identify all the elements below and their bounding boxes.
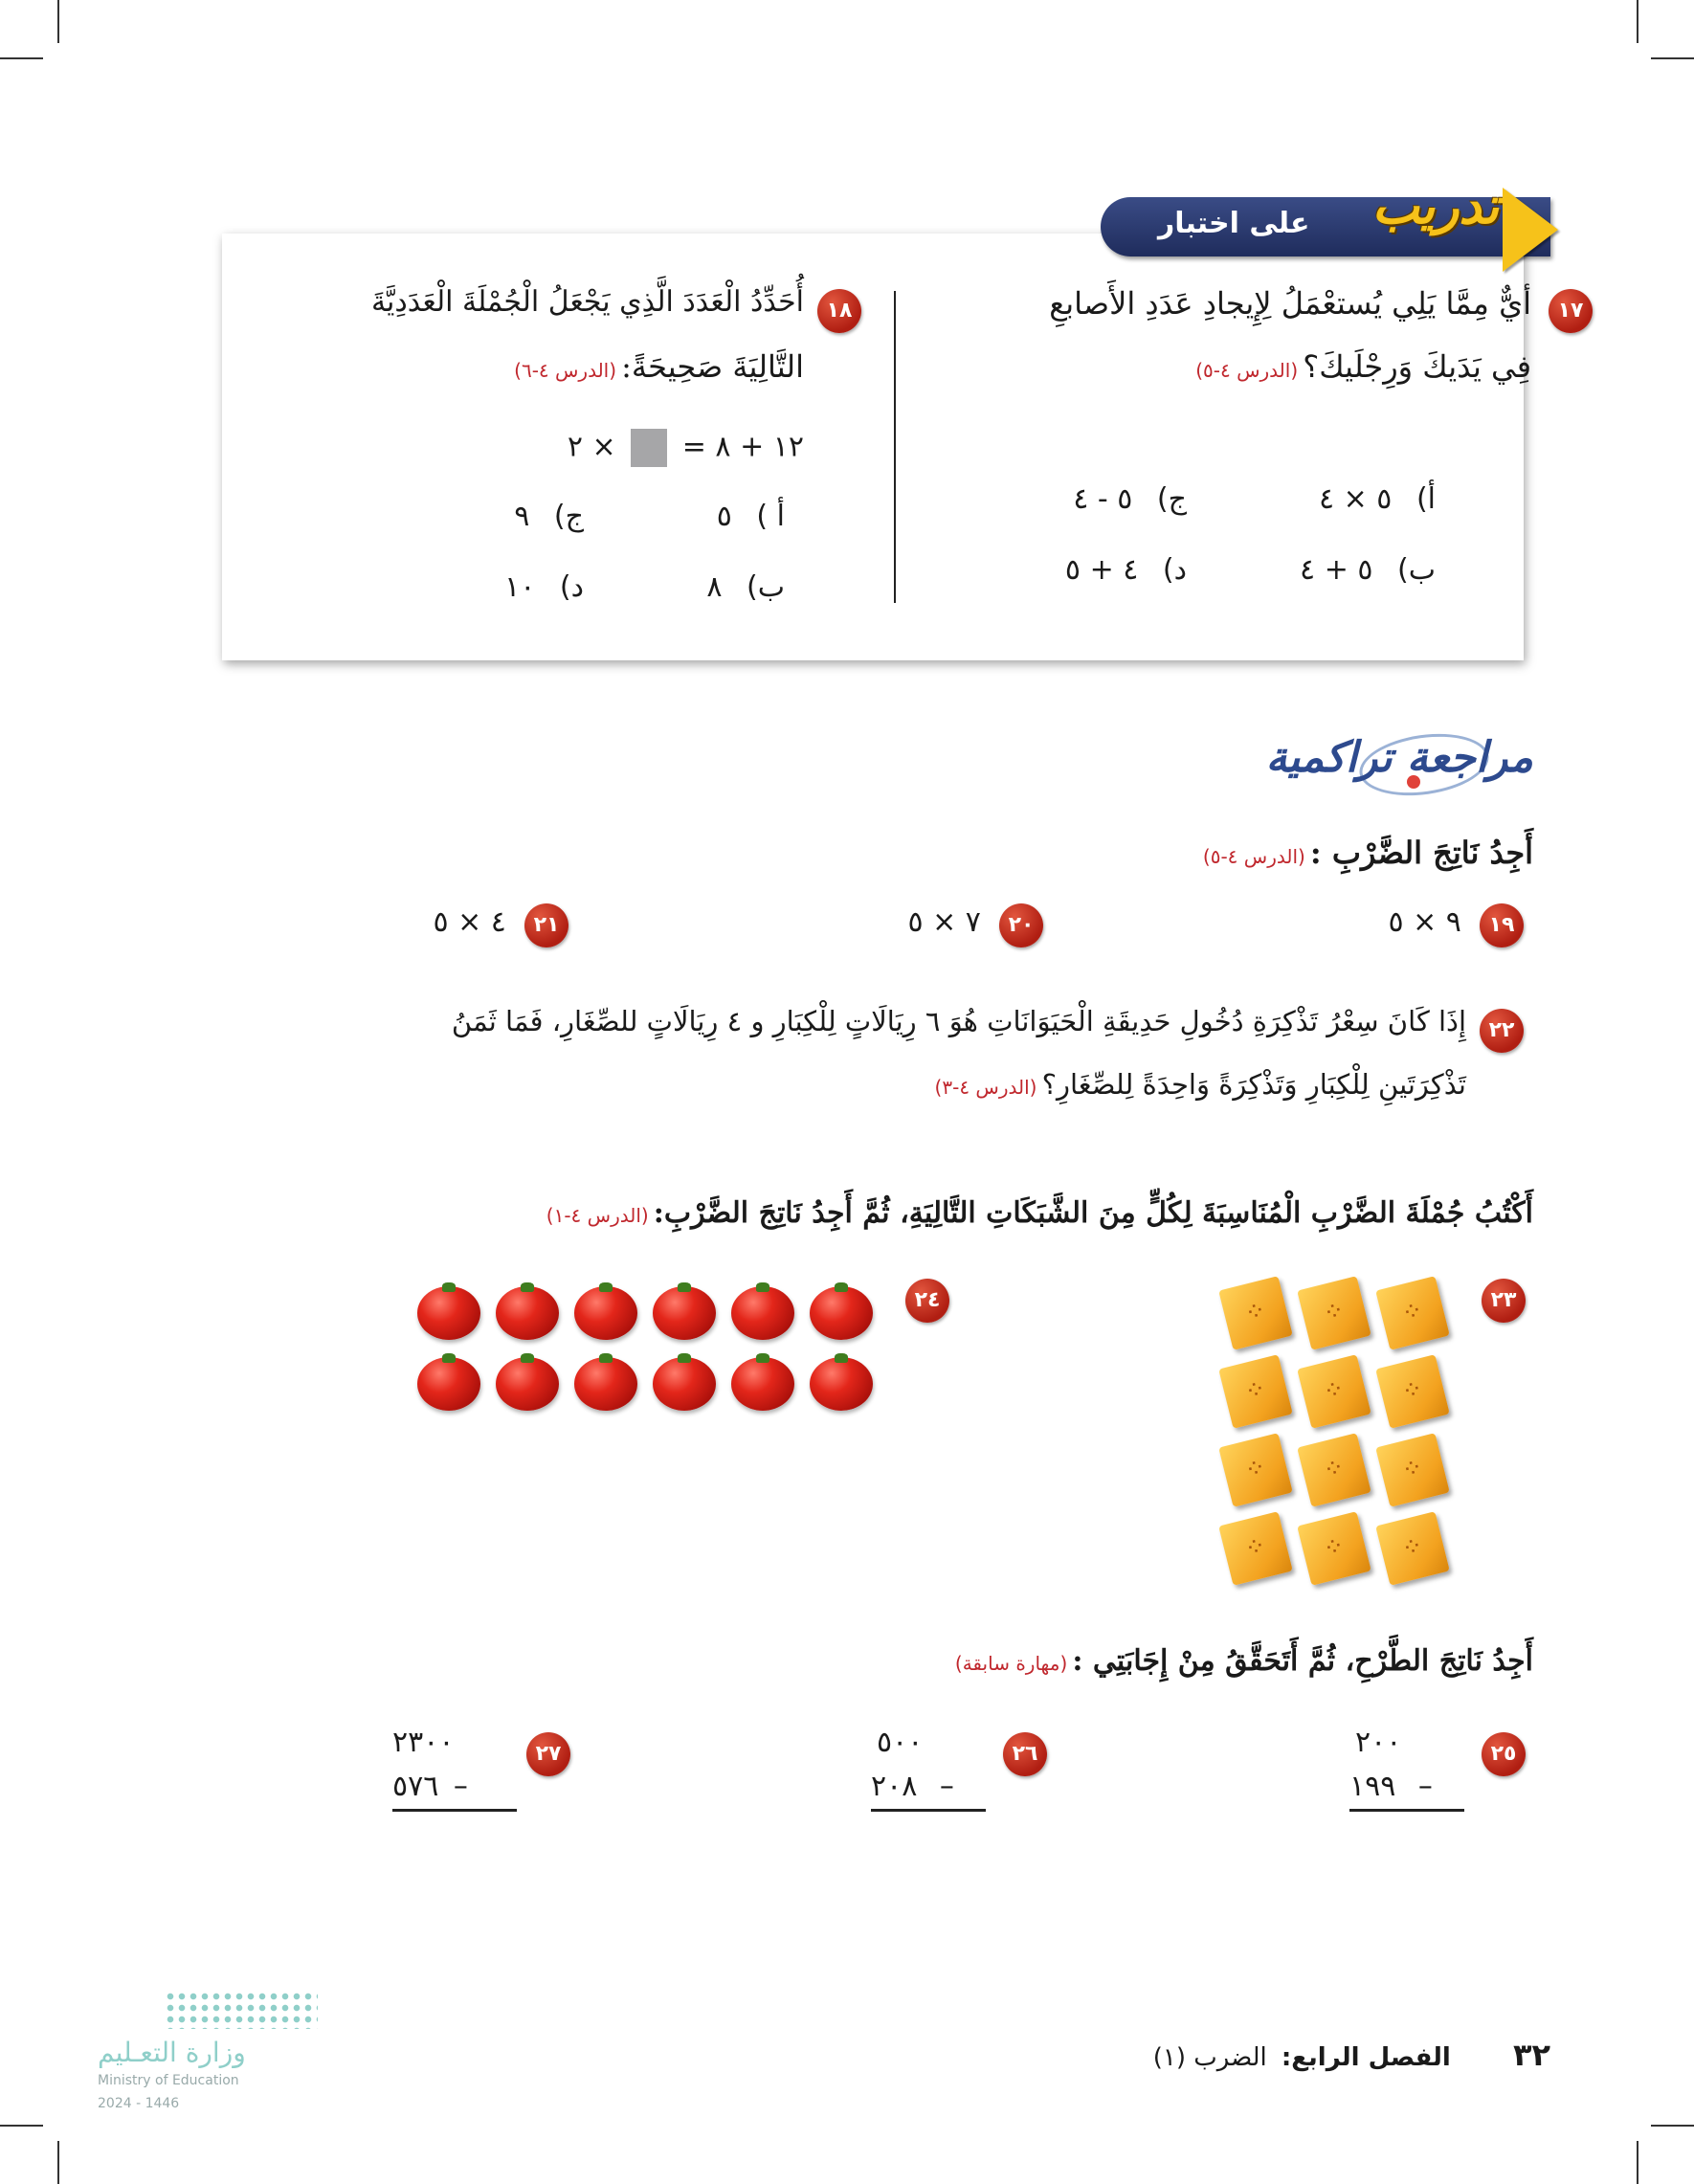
question-text: إِذَا كَانَ سِعْرُ تَذْكِرَةِ دُخُولِ حَدِيقَةِ الْحَيَوَانَاتِ هُوَ ٦ رِيَالَاتٍ لِلْكِبَارِ و ٤ رِيَالَاتٍ للصِّغَارِ، فَمَا ثَمَنُ <box>451 1005 1466 1037</box>
option-value: ٥ <box>716 500 732 533</box>
cracker-icon <box>1297 1511 1371 1586</box>
option-letter: ب) <box>1397 553 1436 587</box>
equation <box>568 429 804 467</box>
lesson-reference: (الدرس ٤-٣) <box>934 1076 1037 1099</box>
question-number-badge: ٢٤ <box>905 1279 949 1323</box>
cracker-icon <box>1218 1511 1293 1586</box>
question-text: أيٌّ مِمَّا يَلِي يُستعْمَلُ لِإِيجادِ عَدَدِ الأَصابعِ <box>1049 285 1531 322</box>
tomato-array <box>417 1279 886 1422</box>
tomato-icon <box>496 1357 559 1411</box>
minuend: ٥٠٠ <box>877 1726 924 1759</box>
minus-sign: – <box>939 1770 954 1803</box>
cracker-icon <box>1297 1276 1371 1350</box>
find-product-instruction <box>1203 835 1533 871</box>
subtrahend: ٥٧٦ <box>392 1770 439 1803</box>
subtraction-instruction <box>955 1644 1533 1678</box>
missing-value-box[interactable] <box>631 429 667 467</box>
option-letter: أ ) <box>756 500 785 533</box>
cracker-icon <box>1297 1354 1371 1429</box>
subtraction-problem <box>871 1721 986 1812</box>
cracker-array <box>1215 1273 1464 1589</box>
question-number-badge: ٢٣ <box>1482 1279 1526 1323</box>
ministry-name-ar: وزارة التعـليم <box>98 2037 246 2068</box>
cracker-icon <box>1297 1433 1371 1507</box>
option-letter: ب) <box>747 570 785 604</box>
option-letter: ج) <box>1156 482 1187 516</box>
banner-label: على اختبار <box>1158 207 1310 240</box>
tomato-icon <box>653 1357 716 1411</box>
question-22 <box>212 1005 1533 1122</box>
cracker-icon <box>1375 1433 1450 1507</box>
cracker-icon <box>1218 1354 1293 1429</box>
product-item <box>1388 903 1524 947</box>
option-letter: أ) <box>1415 482 1436 516</box>
crop-mark <box>0 57 43 59</box>
crop-mark <box>1651 57 1694 59</box>
tomato-icon <box>653 1286 716 1340</box>
option-value: ٨ <box>706 570 723 604</box>
crop-mark <box>57 0 59 43</box>
cracker-icon <box>1218 1276 1293 1350</box>
answer-option[interactable] <box>1073 482 1187 516</box>
option-value: ٥ + ٤ <box>1300 553 1373 587</box>
question-number-badge: ١٩ <box>1480 903 1524 947</box>
tomato-icon <box>731 1357 794 1411</box>
option-value: ٩ <box>514 500 530 533</box>
crop-mark <box>57 2141 59 2184</box>
lesson-reference: (الدرس ٤-١) <box>546 1204 649 1227</box>
cracker-icon <box>1218 1433 1293 1507</box>
option-value: ١٠ <box>504 570 536 604</box>
edition-year: 2024 - 1446 <box>98 2096 180 2111</box>
crop-mark <box>1637 2141 1638 2184</box>
question-number-badge: ٢٠ <box>999 903 1043 947</box>
option-letter: د) <box>559 570 584 604</box>
ministry-name-en: Ministry of Education <box>98 2073 239 2088</box>
option-letter: د) <box>1162 553 1187 587</box>
tomato-icon <box>417 1286 480 1340</box>
lesson-reference: (الدرس ٤-٥) <box>1202 845 1305 868</box>
crop-mark <box>0 2125 43 2127</box>
answer-option[interactable] <box>1300 553 1436 587</box>
tomato-icon <box>810 1286 873 1340</box>
cracker-icon <box>1375 1354 1450 1429</box>
review-title: مراجعة تراكمية <box>1265 733 1533 782</box>
equation-left: ١٢ + ٨ = <box>681 430 804 464</box>
product-item <box>907 903 1043 947</box>
chapter-label: الفصل الرابع: <box>1281 2043 1451 2072</box>
answer-option[interactable] <box>1065 553 1187 587</box>
chapter-topic: الضرب (١) <box>1152 2043 1267 2072</box>
instruction-text: أَكْتُبُ جُمْلَةَ الضَّرْبِ الْمُنَاسِبَةَ لِكُلٍّ مِنَ الشَّبَكَاتِ التَّالِيَةِ، ثُمَّ أَجِدُ نَاتِجَ الضَّرْبِ: <box>653 1196 1533 1230</box>
cracker-icon <box>1375 1511 1450 1586</box>
answer-option[interactable] <box>706 570 785 604</box>
product-expression: ٤ × ٥ <box>433 905 506 939</box>
arrays-instruction <box>546 1196 1533 1230</box>
option-letter: ج) <box>553 500 584 533</box>
question-text: تَذْكِرَتَينِ لِلْكِبَارِ وَتَذْكِرَةً وَاحِدَةً لِلصِّغَارِ؟ <box>1041 1068 1466 1101</box>
page-footer <box>1153 2037 1550 2073</box>
banner-arrow-icon <box>1503 188 1558 272</box>
tomato-icon <box>496 1286 559 1340</box>
product-item <box>433 903 568 947</box>
question-17 <box>919 285 1584 406</box>
column-divider <box>894 291 896 603</box>
minus-sign: – <box>1417 1770 1433 1803</box>
subtrahend: ١٩٩ <box>1349 1770 1396 1803</box>
subtraction-problem <box>392 1721 517 1812</box>
cracker-icon <box>1375 1276 1450 1350</box>
question-number-badge: ٢١ <box>524 903 568 947</box>
question-18 <box>306 285 853 406</box>
lesson-reference: (الدرس ٤-٥) <box>1195 359 1299 382</box>
product-expression: ٧ × ٥ <box>907 905 981 939</box>
question-number-badge: ٢٢ <box>1480 1009 1524 1053</box>
answer-option[interactable] <box>717 500 785 533</box>
question-number-badge: ١٧ <box>1549 289 1593 333</box>
question-text: فِي يَدَيكَ وَرِجْلَيكَ؟ <box>1303 348 1531 385</box>
answer-option[interactable] <box>514 500 584 533</box>
question-text: التَّالِيَةَ صَحِيحَةً: <box>621 348 804 385</box>
option-value: ٥ - ٤ <box>1073 482 1133 516</box>
crop-mark <box>1651 2125 1694 2127</box>
answer-option[interactable] <box>504 570 584 604</box>
product-expression: ٩ × ٥ <box>1388 905 1461 939</box>
subtrahend: ٢٠٨ <box>871 1770 918 1803</box>
subtraction-problem <box>1349 1721 1464 1812</box>
tomato-icon <box>810 1357 873 1411</box>
option-value: ٤ + ٥ <box>1064 553 1139 587</box>
crop-mark <box>1637 0 1638 43</box>
option-value: ٥ × ٤ <box>1318 482 1393 516</box>
page-number: ٣٢ <box>1512 2037 1550 2073</box>
banner-word: تدريب <box>1371 178 1500 235</box>
skill-note: (مهارة سابقة) <box>954 1652 1068 1675</box>
tomato-icon <box>731 1286 794 1340</box>
minuend: ٢٠٠ <box>1355 1726 1402 1759</box>
tomato-icon <box>574 1357 637 1411</box>
lesson-reference: (الدرس ٤-٦) <box>514 359 617 382</box>
logo-dots-icon <box>165 1991 318 2029</box>
question-text: أُحَدِّدُ الْعَدَدَ الَّذِي يَجْعَلُ الْجُمْلَةَ الْعَدَدِيَّةَ <box>370 285 804 319</box>
tomato-icon <box>417 1357 480 1411</box>
question-number-badge: ٢٧ <box>526 1732 570 1776</box>
instruction-text: أَجِدُ نَاتِجَ الضَّرْبِ : <box>1309 835 1533 871</box>
question-number-badge: ٢٦ <box>1003 1732 1047 1776</box>
instruction-text: أَجِدُ نَاتِجَ الطَّرْحِ، ثُمَّ أَتَحَقَّقُ مِنْ إِجَابَتِي : <box>1072 1644 1533 1678</box>
tomato-icon <box>574 1286 637 1340</box>
minus-sign: – <box>453 1770 468 1803</box>
ministry-logo <box>165 1991 318 2029</box>
question-number-badge: ٢٥ <box>1482 1732 1526 1776</box>
minuend: ٢٣٠٠ <box>392 1726 455 1759</box>
answer-option[interactable] <box>1319 482 1436 516</box>
equation-right: × ٢ <box>567 430 616 464</box>
question-number-badge: ١٨ <box>817 289 861 333</box>
